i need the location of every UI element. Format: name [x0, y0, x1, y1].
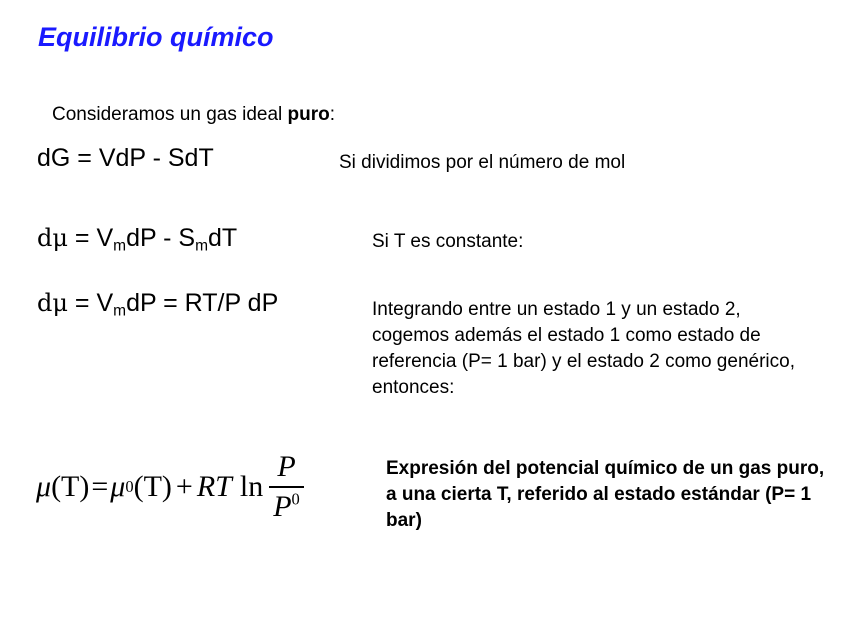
fraction-denominator [269, 490, 304, 524]
formula-t: (T) [51, 470, 90, 503]
intro-bold: puro [287, 104, 330, 125]
formula-mu0: μ [110, 470, 126, 503]
note-t-constant: Si T es constante: [372, 231, 524, 252]
fraction-bar [269, 486, 304, 488]
eq3-part2: dP = RT/P dP [126, 289, 279, 317]
eq2-sub2: m [195, 237, 209, 255]
formula-equals: = [91, 470, 109, 503]
equation-dmu-2 [37, 289, 278, 318]
formula-ln: ln [239, 470, 264, 503]
note-integration: Integrando entre un estado 1 y un estado 2, cogemos además el estado 1 como estado de referencia (P= 1 bar) y el estado 2 como genérico, entonces: [372, 299, 795, 398]
den-sup: 0 [291, 489, 300, 509]
mu-symbol: dμ [37, 289, 68, 317]
intro-text [52, 104, 335, 126]
fraction-numerator: P [277, 450, 296, 483]
intro-normal: Consideramos un gas ideal [52, 104, 288, 125]
equation-dg: dG = VdP - SdT [37, 144, 214, 172]
formula-mu: μ [36, 470, 52, 503]
note-divide-mol: Si dividimos por el número de mol [339, 152, 626, 173]
formula-rt: RT [196, 470, 232, 503]
intro-after: : [329, 104, 336, 125]
eq2-sub1: m [113, 237, 127, 255]
note-chemical-potential: Expresión del potencial químico de un gas puro, a una cierta T, referido al estado estándar (P= 1 bar) [386, 458, 825, 531]
formula-plus: + [175, 470, 193, 503]
formula-t2: (T) [133, 470, 172, 503]
equation-dmu-1 [37, 224, 237, 253]
chemical-potential-formula: μ (T) = μ 0 (T) + RT ln $\frac{P}{P^0}$ [36, 450, 304, 524]
eq2-part1: = V [67, 224, 114, 252]
eq3-part1: = V [67, 289, 114, 317]
den-p: P [273, 490, 292, 523]
formula-fraction [269, 450, 304, 524]
eq2-part3: dT [208, 224, 238, 252]
mu-symbol: dμ [37, 224, 68, 252]
page-title: Equilibrio químico [38, 22, 274, 52]
eq2-part2: dP - S [126, 224, 196, 252]
eq3-sub1: m [113, 302, 127, 320]
